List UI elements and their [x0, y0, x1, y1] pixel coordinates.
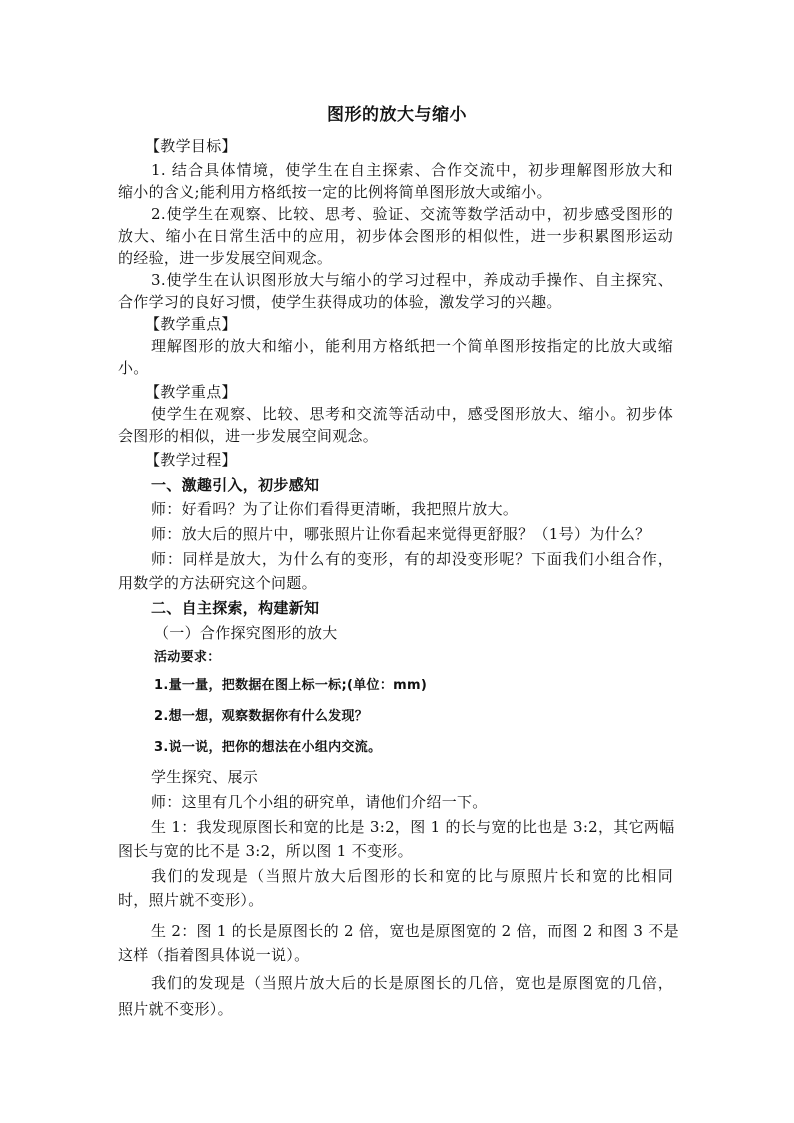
objective-2-line-2: 放大、缩小在日常生活中的应用，初步体会图形的相似性，进一步积累图形运动: [118, 227, 673, 245]
activity-step-1: 1.量一量，把数据在图上标一标;(单位：mm): [154, 678, 428, 693]
objective-2-line-1: 2.使学生在观察、比较、思考、验证、交流等数学活动中，初步感受图形的: [151, 205, 673, 223]
key-point-2-line-2: 会图形的相似，进一步发展空间观念。: [118, 427, 379, 445]
finding-1-line-2: 时，照片就不变形）。: [118, 891, 264, 909]
page-title: 图形的放大与缩小: [327, 105, 467, 125]
teacher-line-4: 师：这里有几个小组的研究单，请他们介绍一下。: [151, 793, 488, 811]
student-explore-line: 学生探究、展示: [151, 768, 259, 786]
heading-objectives: 【教学目标】: [145, 137, 237, 155]
activity-requirements-label: 活动要求：: [154, 650, 221, 665]
teacher-line-3a: 师：同样是放大，为什么有的变形，有的却没变形呢？下面我们小组合作，: [151, 550, 673, 568]
finding-2-line-1: 我们的发现是（当照片放大后的长是原图长的几倍，宽也是原图宽的几倍，: [151, 974, 673, 992]
objective-3-line-2: 合作学习的良好习惯，使学生获得成功的体验，激发学习的兴趣。: [118, 293, 562, 311]
activity-step-2: 2.想一想，观察数据你有什么发现？: [154, 709, 369, 724]
teacher-line-1: 师：好看吗？为了让你们看得更清晰，我把照片放大。: [151, 500, 519, 518]
finding-1-line-1: 我们的发现是（当照片放大后图形的长和宽的比与原照片长和宽的比相同: [151, 867, 673, 885]
key-point-1-line-1: 理解图形的放大和缩小，能利用方格纸把一个简单图形按指定的比放大或缩: [151, 337, 673, 355]
student-1-line-2: 图长与宽的比不是 3:2，所以图 1 不变形。: [118, 842, 413, 860]
student-2-line-2: 这样（指着图具体说一说）。: [118, 946, 310, 964]
teacher-line-2: 师：放大后的照片中，哪张照片让你看起来觉得更舒服？（1号）为什么？: [151, 525, 651, 543]
section-2-heading: 二、自主探索，构建新知: [151, 599, 320, 617]
finding-2-line-2: 照片就不变形）。: [118, 1000, 233, 1018]
student-1-line-1: 生 1：我发现原图长和宽的比是 3:2，图 1 的长与宽的比也是 3:2，其它两幅: [151, 818, 675, 836]
heading-key-points-1: 【教学重点】: [145, 315, 237, 333]
teacher-line-3b: 用数学的方法研究这个问题。: [118, 574, 317, 592]
objective-1-line-1: 1. 结合具体情境，使学生在自主探索、合作交流中，初步理解图形放大和: [151, 161, 673, 179]
heading-key-points-2: 【教学重点】: [145, 383, 237, 401]
activity-step-3: 3.说一说，把你的想法在小组内交流。: [154, 740, 382, 755]
section-1-heading: 一、激趣引入，初步感知: [151, 476, 320, 494]
objective-1-line-2: 缩小的含义;能利用方格纸按一定的比例将简单图形放大或缩小。: [118, 183, 552, 201]
heading-process: 【教学过程】: [145, 451, 237, 469]
subsection-1-heading: （一）合作探究图形的放大: [154, 624, 338, 642]
objective-2-line-3: 的经验，进一步发展空间观念。: [118, 249, 333, 267]
key-point-1-line-2: 小。: [118, 359, 149, 377]
student-2-line-1: 生 2：图 1 的长是原图长的 2 倍，宽也是原图宽的 2 倍，而图 2 和图 3 不是: [151, 922, 679, 940]
objective-3-line-1: 3.使学生在认识图形放大与缩小的学习过程中，养成动手操作、自主探究、: [151, 271, 673, 289]
key-point-2-line-1: 使学生在观察、比较、思考和交流等活动中，感受图形放大、缩小。初步体: [151, 405, 673, 423]
